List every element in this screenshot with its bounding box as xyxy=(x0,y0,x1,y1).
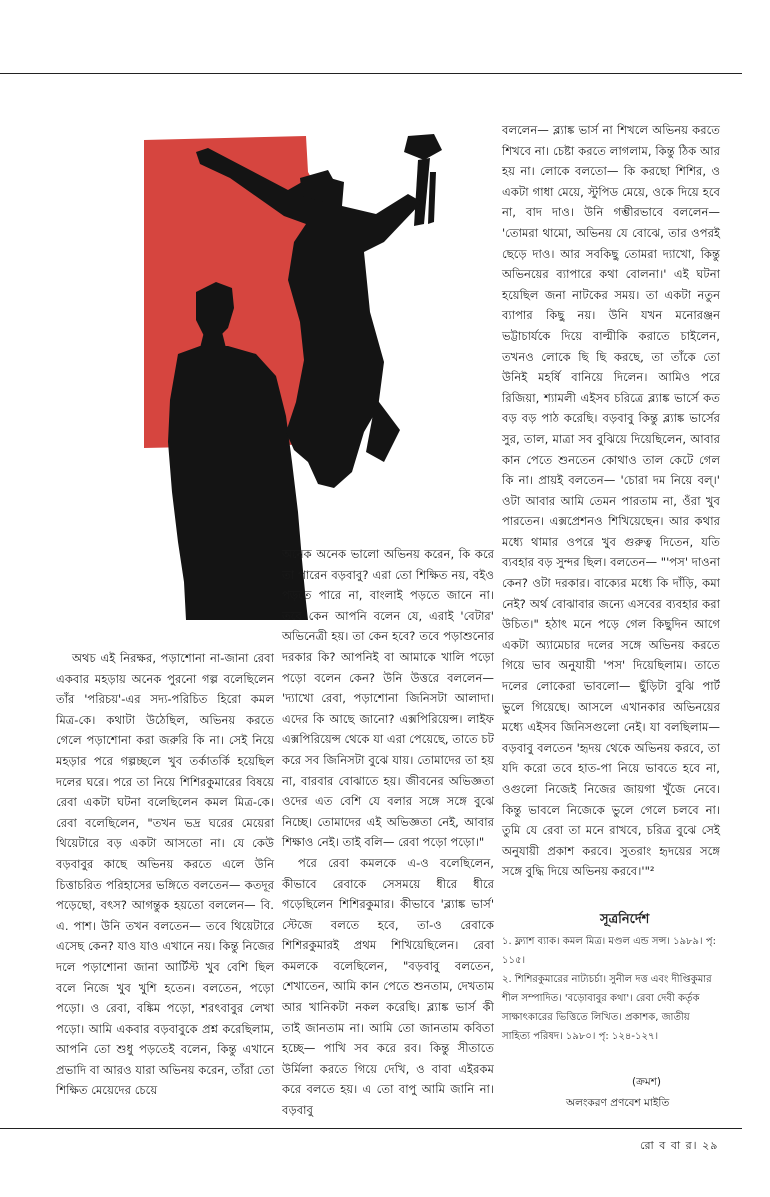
column-2 xyxy=(282,544,494,1121)
continued-marker: (ক্রমশ) xyxy=(632,1076,662,1088)
bottom-rule xyxy=(0,1128,742,1129)
page-footer: রো ব বা র। ২৯ xyxy=(640,1139,719,1152)
references-list xyxy=(502,932,720,1046)
column-2-paragraph-2: পরে রেবা কমলকে এ-ও বলেছিলেন, কীভাবে রেবাকে সেসময়ে ধীরে ধীরে গড়েছিলেন শিশিরকুমার। কীভাবে 'ব্ল্যাঙ্ক ভার্স' স্টেজে বলতে হবে, তা-ও রেবাকে শিশিরকুমারই প্রথম শিখিয়েছিলেন। রেবা কমলকে বলেছিলেন, "বড়বাবু বলতেন, শেখাতেন, আমি কান পেতে শুনতাম, দেখতাম আর খানিকটা নকল করেছি। ব্ল্যাঙ্ক ভার্স কী তাই জানতাম না। আমি তো জানতাম কবিতা হচ্ছে— পাখি সব করে রব। কিন্তু সীতাতে উর্মিলা করতে গিয়ে দেখি, ও বাবা এইরকম করে বলতে হয়। এ তো বাপু আমি জানি না। বড়বাবু xyxy=(282,855,494,1118)
reference-item-2: ২. শিশিরকুমারের নাট্যচর্চা। সুনীল দত্ত এবং দীপ্তিকুমার শীল সম্পাদিত। 'বড়োবাবুর কথা'। রেবা দেবী কর্তৃক সাক্ষাৎকারের ভিত্তিতে লিখিত। প্রকাশক, জাতীয় সাহিত্য পরিষদ। ১৯৮০। পৃ: ১২৪-১২৭। xyxy=(502,974,712,1042)
column-3 xyxy=(502,120,720,882)
top-rule xyxy=(0,73,742,74)
column-2-paragraph-1: অনেক অনেক ভালো অভিনয় করেন, কি করে তা পারেন বড়বাবু? এরা তো শিক্ষিত নয়, বইও পড়তে পারে না, বাংলাই পড়তে জানে না। তবে কেন আপনি বলেন যে, এরাই 'বেটার' অভিনেত্রী হয়। তা কেন হবে? তবে পড়াশুনোর দরকার কি? আপনিই বা আমাকে খালি পড়ো পড়ো বলেন কেন? উনি উত্তরে বললেন— 'দ্যাখো রেবা, পড়াশোনা জিনিসটা আলাদা। এদের কি আছে জানো? এক্সপিরিয়েন্স। লাইফ এক্সপিরিয়েন্স থেকে যা এরা পেয়েছে, তাতে চট করে সব জিনিসটা বুঝে যায়। তোমাদের তা হয় না, বারবার বোঝাতে হয়। জীবনের অভিজ্ঞতা ওদের এত বেশি যে বলার সঙ্গে সঙ্গে বুঝে নিচ্ছে। তোমাদের এই অভিজ্ঞতা নেই, আবার শিক্ষাও নেই। তাই বলি— রেবা পড়ো পড়ো।" xyxy=(282,547,494,850)
column-3-text: বললেন— ব্ল্যাঙ্ক ভার্স না শিখলে অভিনয় করতে শিখবে না। চেষ্টা করতে লাগলাম, কিন্তু ঠিক আর হয় না। লোকে বলতো— কি করছো শিশির, ও একটা গাধা মেয়ে, স্টুপিড মেয়ে, ওকে দিয়ে হবে না, বাদ দাও। উনি গম্ভীরভাবে বললেন— 'তোমরা থামো, অভিনয় যে বোঝে, তার ওপরই ছেড়ে দাও। আর সবকিছু তোমরা দ্যাখো, কিন্তু অভিনয়ের ব্যাপারে কথা বোলনা।' এই ঘটনা হয়েছিল জনা নাটকের সময়। তা একটা নতুন ব্যাপার কিছু নয়। উনি যখন মনোরঞ্জন ভট্টাচার্যকে দিয়ে বাল্মীকি করাতে চাইলেন, তখনও লোকে ছি ছি করছে, তা তাঁকে তো উনিই মহর্ষি বানিয়ে দিলেন। আমিও পরে রিজিয়া, শ্যামলী এইসব চরিত্রে ব্ল্যাঙ্ক ভার্সে কত বড় বড় পাঠ করেছি। বড়বাবু কিন্তু ব্ল্যাঙ্ক ভার্সের সুর, তাল, মাত্রা সব বুঝিয়ে দিয়েছিলেন, আবার কান পেতে শুনতেন কোথাও তাল কেটে গেল কি না। প্রায়ই বলতেন— 'চোরা দম নিয়ে বল্।' ওটা আবার আমি তেমন পারতাম না, ওঁরা খুব পারতেন। এক্সপ্রেশনও শিখিয়েছেন। আর কথার মধ্যে থামার ওপরে খুব গুরুত্ব দিতেন, যতি ব্যবহার বড় সুন্দর ছিল। বলতেন— "'পস' দাওনা কেন? ওটা দরকার। বাক্যের মধ্যে কি দাঁড়ি, কমা নেই? অর্থ বোঝাবার জন্যে এসবের ব্যবহার করা উচিত।" হঠাৎ মনে পড়ে গেল কিছুদিন আগে একটা অ্যামেচার দলের সঙ্গে অভিনয় করতে গিয়ে ভাব অনুযায়ী 'পস' দিয়েছিলাম। তাতে দলের লোকেরা ভাবলো— ছুঁড়িটা বুঝি পার্ট ভুলে গিয়েছে। আসলে এখানকার অভিনয়ের মধ্যে এইসব জিনিসগুলো নেই। যা বলছিলাম— বড়বাবু বলতেন 'হৃদয় থেকে অভিনয় করবে, তা যদি করো তবে হাত-পা নিয়ে ভাবতে হবে না, ওগুলো নিজেই নিজের জায়গা খুঁজে নেবে। কিন্তু ভাবলে নিজেকে ভুলে গেলে চলবে না। তুমি যে রেবা তা মনে রাখবে, চরিত্র বুঝে সেই অনুযায়ী প্রকাশ করবে। সুতরাং হৃদয়ের সঙ্গে সঙ্গে বুদ্ধি দিয়ে অভিনয় করবে।'"² xyxy=(502,123,720,879)
references-title: সূত্রনির্দেশ xyxy=(600,912,650,927)
column-1-text: অথচ এই নিরক্ষর, পড়াশোনা না-জানা রেবা একবার মহড়ায় অনেক পুরনো গল্প বলেছিলেন তাঁর 'পরিচয়'-এর সদ্য-পরিচিত হিরো কমল মিত্র-কে। কথাটা উঠেছিল, অভিনয় করতে গেলে পড়াশোনা করা জরুরি কি না। সেই নিয়ে মহড়ার পরে গল্পচ্ছলে খুব তর্কাতর্কি হয়েছিল দলের ঘরে। পরে তা নিয়ে শিশিরকুমারের বিষয়ে রেবা একটা ঘটনা বলেছিলেন কমল মিত্র-কে। রেবা বলেছিলেন, "তখন ভদ্র ঘরের মেয়েরা থিয়েটারে বড় একটা আসতো না। যে কেউ বড়বাবুর কাছে অভিনয় করতে এলে উনি চিত্তাচরিত পরিহাসের ভঙ্গিতে বলতেন— কতদূর পড়েছো, বৎস? আগন্তুক হয়তো বললেন— বি. এ. পাশ। উনি তখন বলতেন— তবে থিয়েটারে এসেছ কেন? যাও যাও এখানে নয়। কিন্তু নিজের দলে পড়াশোনা জানা আর্টিস্ট খুব বেশি ছিল বলে নিজে খুব খুশি হতেন। বলতেন, পড়ো পড়ো। ও রেবা, বঙ্কিম পড়ো, শরৎবাবুর লেখা পড়ো। আমি একবার বড়বাবুকে প্রশ্ন করেছিলাম, আপনি তো শুধু পড়তেই বলেন, কিন্তু এখানে প্রভাদি বা আরও যারা অভিনয় করেন, তাঁরা তো শিক্ষিত মেয়েদের চেয়ে xyxy=(56,651,274,1098)
reference-item-1: ১. ফ্ল্যাশ ব্যাক। কমল মিত্র। মণ্ডল এন্ড সন্স। ১৯৮৯। পৃ: ১১৫। xyxy=(502,936,716,966)
column-1 xyxy=(56,648,274,1101)
illustration-credit: অলংকরণ প্রণবেশ মাইতি xyxy=(566,1097,670,1109)
